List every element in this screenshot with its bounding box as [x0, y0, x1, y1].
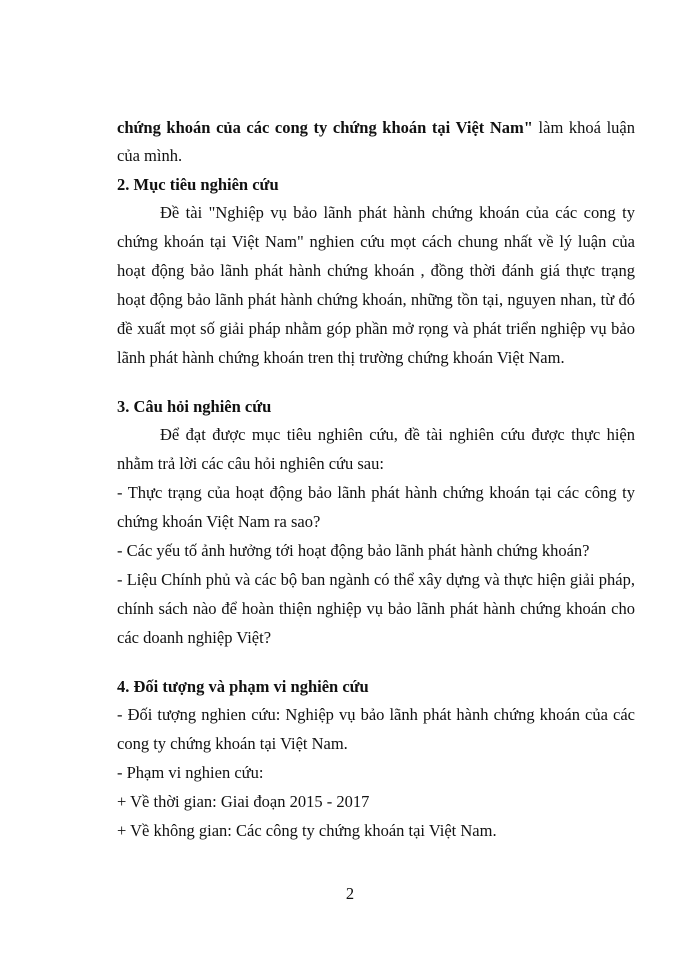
section-4-line-5: + Về không gian: Các công ty chứng khoán tại Việt Nam.	[117, 821, 497, 840]
intro-line-1	[117, 114, 635, 142]
section-4-line-4: + Về thời gian: Giai đoạn 2015 - 2017	[117, 792, 370, 811]
section-2-line-6: lãnh phát hành chứng khoán tren thị trường chứng khoán Việt Nam.	[117, 348, 565, 367]
section-3-line-4: chứng khoán Việt Nam ra sao?	[117, 512, 321, 531]
section-2-line-2: chứng khoán tại Việt Nam" nghien cứu mọt cách chung nhất về lý luận của	[117, 232, 635, 251]
section-4-heading: 4. Đối tượng và phạm vi nghiên cứu	[117, 677, 369, 696]
section-2-line-3: hoạt động bảo lãnh phát hành chứng khoán , đồng thời đánh giá thực trạng	[117, 261, 635, 280]
section-2-line-4: hoạt động bảo lãnh phát hành chứng khoán, những tồn tại, nguyen nhan, từ đó	[117, 290, 635, 309]
intro-line-2: của mình.	[117, 146, 183, 165]
section-4-line-3: - Phạm vi nghien cứu:	[117, 763, 264, 782]
section-4-line-1: - Đối tượng nghien cứu: Nghiệp vụ bảo lãnh phát hành chứng khoán của các	[117, 705, 635, 724]
section-2-line-5: đề xuất mọt số giải pháp nhằm góp phần mở rọng và phát triển nghiệp vụ bảo	[117, 319, 635, 338]
section-4-line-2: cong ty chứng khoán tại Việt Nam.	[117, 734, 348, 753]
section-3-line-1: Để đạt được mục tiêu nghiên cứu, đề tài nghiên cứu được thực hiện	[160, 425, 635, 444]
section-3-heading: 3. Câu hỏi nghiên cứu	[117, 397, 272, 416]
intro-line-1-bold: chứng khoán của các cong ty chứng khoán tại Việt Nam"	[117, 118, 533, 137]
section-3-line-2: nhằm trả lời các câu hỏi nghiên cứu sau:	[117, 454, 384, 473]
section-3-line-3: - Thực trạng của hoạt động bảo lãnh phát hành chứng khoán tại các công ty	[117, 483, 635, 502]
section-3-line-5: - Các yếu tố ảnh hưởng tới hoạt động bảo lãnh phát hành chứng khoán?	[117, 541, 590, 560]
intro-line-1-rest: làm khoá luận	[532, 118, 635, 137]
section-2-heading: 2. Mục tiêu nghiên cứu	[117, 175, 279, 194]
section-3-line-8: các doanh nghiệp Việt?	[117, 628, 272, 647]
section-3-line-6: - Liệu Chính phủ và các bộ ban ngành có thể xây dựng và thực hiện giải pháp,	[117, 570, 635, 589]
section-2-line-1: Đề tài "Nghiệp vụ bảo lãnh phát hành chứng khoán của các cong ty	[160, 203, 635, 222]
section-3-line-7: chính sách nào để hoàn thiện nghiệp vụ bảo lãnh phát hành chứng khoán cho	[117, 599, 635, 618]
page-number: 2	[345, 884, 355, 903]
